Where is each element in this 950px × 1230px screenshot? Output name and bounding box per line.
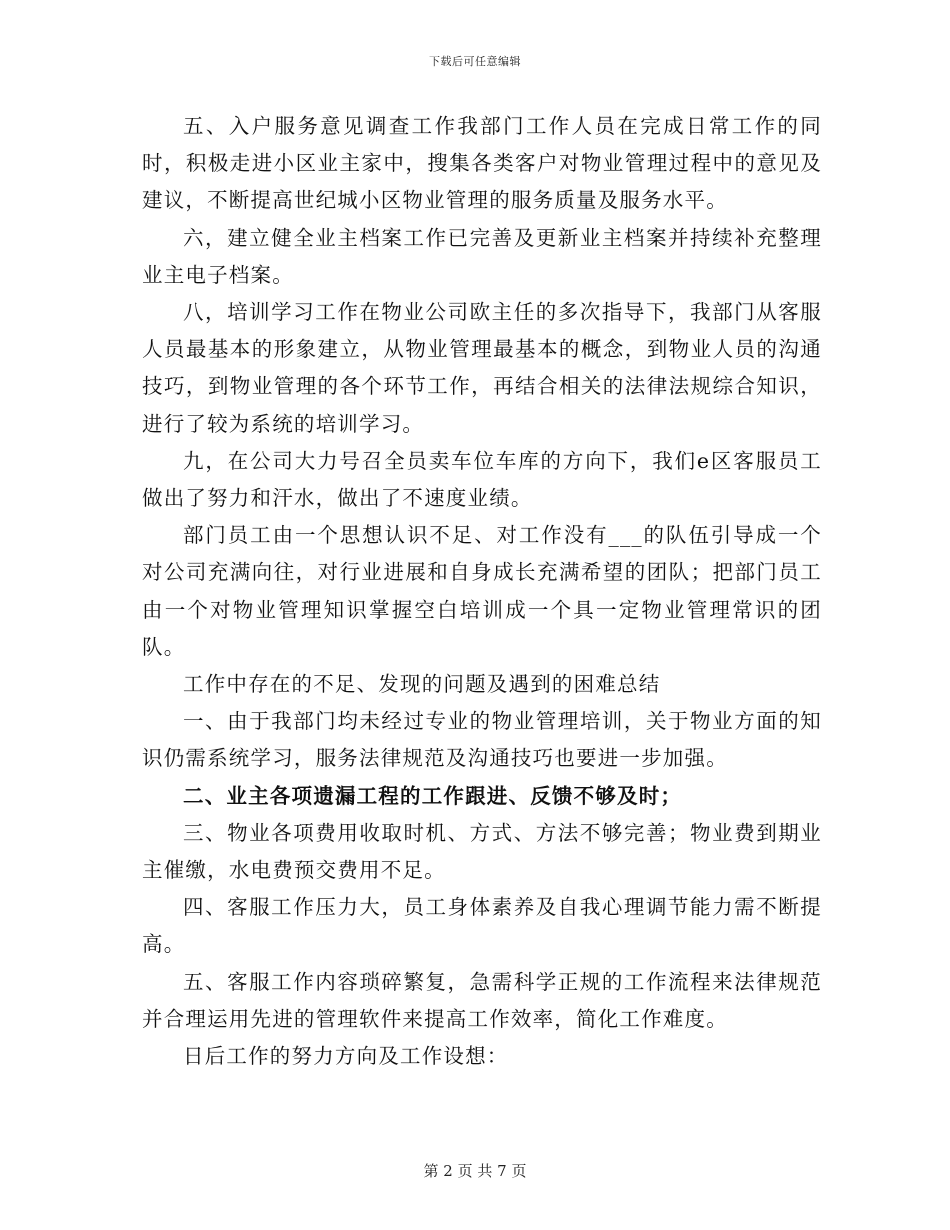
paragraph: 部门员工由一个思想认识不足、对工作没有___的队伍引导成一个对公司充满向往，对行业进展和自身成长充满希望的团队；把部门员工由一个对物业管理知识掌握空白培训成一个具一定物业管理常识的团队。 xyxy=(142,523,822,659)
section-heading: 日后工作的努力方向及工作设想： xyxy=(183,1044,509,1069)
paragraph: 八，培训学习工作在物业公司欧主任的多次指导下，我部门从客服人员最基本的形象建立，从物业管理最基本的概念，到物业人员的沟通技巧，到物业管理的各个环节工作，再结合相关的法律法规综合知识，进行了较为系统的培训学习。 xyxy=(142,300,822,436)
page-header-note: 下载后可任意编辑 xyxy=(429,55,521,68)
page-number: 第 2 页 共 7 页 xyxy=(423,1162,527,1180)
paragraph: 九，在公司大力号召全员卖车位车库的方向下，我们e区客服员工做出了努力和汗水，做出了不速度业绩。 xyxy=(142,448,822,511)
paragraph: 四、客服工作压力大，员工身体素养及自我心理调节能力需不断提高。 xyxy=(142,895,822,957)
document-body xyxy=(142,108,822,1075)
paragraph: 三、物业各项费用收取时机、方式、方法不够完善；物业费到期业主催缴，水电费预交费用不足。 xyxy=(142,820,822,883)
section-heading: 工作中存在的不足、发现的问题及遇到的困难总结 xyxy=(183,672,661,697)
paragraph: 五、入户服务意见调查工作我部门工作人员在完成日常工作的同时，积极走进小区业主家中，搜集各类客户对物业管理过程中的意见及建议，不断提高世纪城小区物业管理的服务质量及服务水平。 xyxy=(142,114,822,213)
paragraph: 一、由于我部门均未经过专业的物业管理培训，关于物业方面的知识仍需系统学习，服务法律规范及沟通技巧也要进一步加强。 xyxy=(142,709,822,771)
paragraph: 六，建立健全业主档案工作已完善及更新业主档案并持续补充整理业主电子档案。 xyxy=(142,225,822,287)
paragraph-bold: 二、业主各项遗漏工程的工作跟进、反馈不够及时； xyxy=(183,783,683,808)
paragraph: 五、客服工作内容琐碎繁复，急需科学正规的工作流程来法律规范并合理运用先进的管理软件来提高工作效率，简化工作难度。 xyxy=(142,969,822,1031)
